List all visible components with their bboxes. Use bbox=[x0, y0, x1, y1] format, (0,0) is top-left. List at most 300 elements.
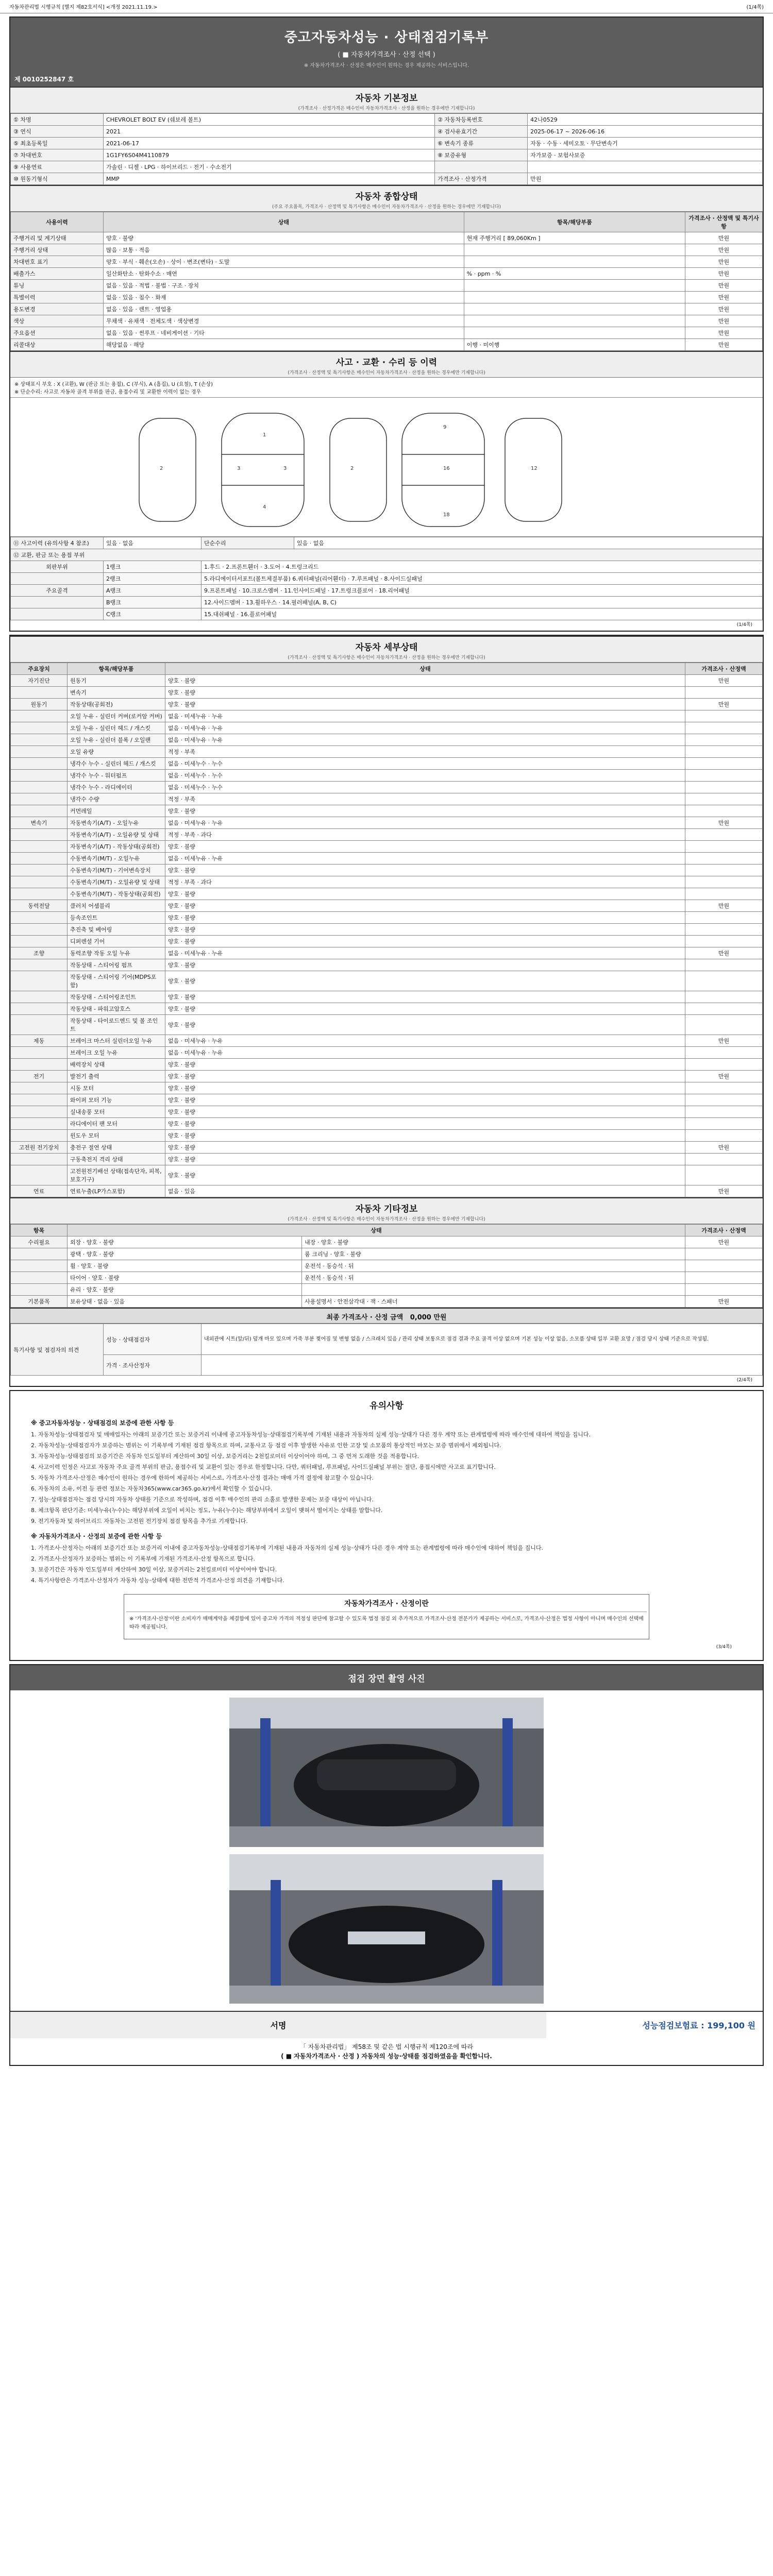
table-row bbox=[11, 1071, 763, 1082]
notice-item: 2. 가격조사·산정자가 보증하는 범위는 이 기록부에 기재된 가격조사·산정 항목으로 합니다. bbox=[31, 1555, 255, 1562]
table-cell: 양호 · 불량 bbox=[165, 687, 685, 699]
table-cell bbox=[11, 1059, 68, 1071]
table-cell: 5.라디에이터서포트(볼트체결부품) 6.쿼터패널(리어휀더) · 7.루프패널 · 8.사이드실패널 bbox=[201, 573, 763, 585]
notice-list-2 bbox=[31, 1544, 742, 1585]
table-row bbox=[11, 549, 763, 561]
table-cell bbox=[11, 1130, 68, 1142]
table-row bbox=[11, 1118, 763, 1130]
table-cell bbox=[11, 991, 68, 1003]
table-cell: 자동변속기(A/T) - 오일누유 bbox=[68, 817, 165, 829]
table-row bbox=[11, 561, 763, 573]
table-cell: 적정 · 부족 bbox=[165, 793, 685, 805]
table-cell: 등속조인트 bbox=[68, 912, 165, 924]
basic-info-header: 자동차 기본정보 (가격조사 · 산정가격은 매수인이 자동차가격조사 · 산정을 원하는 경우에만 기재합니다) bbox=[10, 87, 763, 113]
table-row bbox=[11, 149, 763, 161]
page-number: (1/4쪽) bbox=[746, 5, 764, 10]
table-row bbox=[11, 161, 763, 173]
table-cell bbox=[11, 722, 68, 734]
table-cell: 양호 · 불량 bbox=[165, 805, 685, 817]
table-cell: 만원 bbox=[685, 699, 763, 710]
table-cell bbox=[464, 292, 685, 303]
table-cell: ⑦ 차대번호 bbox=[11, 149, 104, 161]
table-cell: 만원 bbox=[685, 292, 763, 303]
table-cell: 운전석 · 동승석 · 뒤 bbox=[302, 1260, 685, 1272]
table-cell: 만원 bbox=[685, 339, 763, 351]
table-cell bbox=[302, 1284, 685, 1296]
document-note: ※ 자동차가격조사 · 산정은 매수인이 원하는 경우 제공하는 서비스입니다. bbox=[304, 63, 469, 69]
table-cell bbox=[685, 758, 763, 770]
table-cell: 없음 · 있음 bbox=[165, 1185, 685, 1197]
table-row bbox=[11, 1154, 763, 1165]
table-cell: 커먼레일 bbox=[68, 805, 165, 817]
table-cell bbox=[464, 315, 685, 327]
page-mark: (1/4쪽) bbox=[736, 622, 752, 628]
table-cell bbox=[11, 1260, 68, 1272]
table-cell: 양호 · 불량 bbox=[165, 675, 685, 687]
table-cell: 연료누출(LP가스포함) bbox=[68, 1185, 165, 1197]
table-cell: 만원 bbox=[685, 327, 763, 339]
table-cell: 없음 · 미세누유 · 누유 bbox=[165, 1035, 685, 1047]
table-cell: 작동상태 - 스티어링 기어(MDPS포함) bbox=[68, 971, 165, 991]
accident-legend: ※ 상태표시 부호 : X (교환), W (판금 또는 용접), C (부식), A (흠집), U (요철), T (손상) bbox=[14, 382, 213, 387]
car-diagram bbox=[10, 398, 763, 537]
table-cell: 변속기 bbox=[11, 817, 68, 829]
table-cell: 해당없음 · 해당 bbox=[104, 339, 464, 351]
car-diagram-svg bbox=[10, 398, 763, 537]
table-cell: 실내송풍 모터 bbox=[68, 1106, 165, 1118]
table-row bbox=[11, 817, 763, 829]
table-cell: 자가보증 · 보험사보증 bbox=[528, 149, 763, 161]
table-cell: 주행거리 상태 bbox=[11, 244, 104, 256]
table-cell bbox=[685, 722, 763, 734]
column-header: 항목/해당부품 bbox=[464, 212, 685, 232]
table-cell bbox=[685, 805, 763, 817]
table-cell: 없음 · 미세누유 · 누유 bbox=[165, 734, 685, 746]
table-cell: 전기 bbox=[11, 1071, 68, 1082]
table-cell: 외판부위 bbox=[11, 561, 104, 573]
table-cell: 수동변속기(M/T) - 기어변속장치 bbox=[68, 865, 165, 876]
table-cell: 이행 · 미이행 bbox=[464, 339, 685, 351]
table-cell bbox=[685, 782, 763, 793]
svg-text:1: 1 bbox=[263, 432, 266, 438]
table-row bbox=[11, 303, 763, 315]
table-cell: 자동 · 수동 · 세미오토 · 무단변속기 bbox=[528, 138, 763, 149]
table-cell bbox=[11, 758, 68, 770]
table-cell bbox=[685, 971, 763, 991]
svg-text:4: 4 bbox=[263, 504, 266, 510]
record-page-1 bbox=[9, 16, 764, 632]
notice-title: 유의사항 bbox=[369, 1401, 404, 1411]
column-header: 가격조사 · 산정액 bbox=[685, 1225, 763, 1236]
table-row bbox=[11, 327, 763, 339]
table-cell: 양호 · 불량 bbox=[165, 1059, 685, 1071]
table-cell bbox=[11, 1106, 68, 1118]
table-row bbox=[11, 991, 763, 1003]
table-cell: 디퍼렌셜 기어 bbox=[68, 936, 165, 947]
table-cell: 동력전달 bbox=[11, 900, 68, 912]
table-cell bbox=[685, 1154, 763, 1165]
accident-legend-2: ※ 단순수리: 사고로 자동차 골격 부위를 판금, 용접수리 및 교환한 이력이 없는 경우 bbox=[14, 389, 201, 395]
svg-text:16: 16 bbox=[443, 466, 450, 471]
table-cell: 만원 bbox=[685, 256, 763, 268]
table-cell bbox=[11, 829, 68, 841]
table-cell: 유리 · 양호 · 불량 bbox=[68, 1284, 302, 1296]
column-header: 주요장치 bbox=[11, 663, 68, 675]
car-side-right bbox=[330, 418, 386, 521]
table-cell bbox=[11, 959, 68, 971]
appraiser-opinion bbox=[201, 1355, 763, 1376]
notice-item: 3. 자동차성능·상태점검의 보증기간은 자동차 인도일부터 계산하여 30일 이상, 보증거리는 2천킬로미터 이상이어야 하며, 그 중 먼저 도래한 것을 적용합니다. bbox=[31, 1453, 419, 1460]
table-cell: 주요옵션 bbox=[11, 327, 104, 339]
table-row bbox=[11, 687, 763, 699]
table-cell: 수동변속기(M/T) - 오일누유 bbox=[68, 853, 165, 865]
table-cell: 타이어 · 양호 · 불량 bbox=[68, 1272, 302, 1284]
table-cell: 만원 bbox=[685, 1296, 763, 1308]
svg-text:3: 3 bbox=[283, 466, 287, 471]
notice-item: 3. 보증기간은 자동차 인도일부터 계산하여 30일 이상, 보증거리는 2천킬로미터 이상이어야 합니다. bbox=[31, 1566, 277, 1573]
table-cell bbox=[685, 959, 763, 971]
accident-header: 사고 · 교환 · 수리 등 이력 (가격조사 · 산정액 및 특기사항은 매수인이 자동차가격조사 · 산정을 원하는 경우에만 기재합니다) bbox=[10, 351, 763, 378]
table-row bbox=[11, 1142, 763, 1154]
table-cell: 발전기 출력 bbox=[68, 1071, 165, 1082]
page-mark-2: (2/4쪽) bbox=[736, 1378, 752, 1383]
table-row bbox=[11, 1248, 763, 1260]
table-row bbox=[11, 971, 763, 991]
table-cell: 추진축 및 베어링 bbox=[68, 924, 165, 936]
table-cell: 조향 bbox=[11, 947, 68, 959]
table-cell: ⑤ 최초등록일 bbox=[11, 138, 104, 149]
column-header: 가격조사 · 산정액 및 특기사항 bbox=[685, 212, 763, 232]
table-cell bbox=[11, 936, 68, 947]
table-cell bbox=[464, 280, 685, 292]
table-cell: 양호 · 불량 bbox=[165, 1165, 685, 1185]
table-cell: ② 자동차등록번호 bbox=[435, 114, 528, 126]
table-cell: 작동상태 - 파워고압호스 bbox=[68, 1003, 165, 1015]
table-cell: 양호 · 불량 bbox=[165, 1003, 685, 1015]
table-cell: 동력조향 작동 오일 누유 bbox=[68, 947, 165, 959]
table-cell: 구동축전지 격리 상태 bbox=[68, 1154, 165, 1165]
table-row bbox=[11, 126, 763, 138]
table-row bbox=[11, 585, 763, 597]
table-row bbox=[11, 710, 763, 722]
table-cell bbox=[11, 1248, 68, 1260]
column-header: 사용이력 bbox=[11, 212, 104, 232]
table-cell: 오일 누유 - 실린더 블록 / 오일팬 bbox=[68, 734, 165, 746]
table-cell: 사용설명서 · 안전삼각대 · 잭 · 스패너 bbox=[302, 1296, 685, 1308]
table-cell bbox=[11, 746, 68, 758]
table-cell: MMP bbox=[104, 173, 435, 185]
table-cell: 무채색 · 유채색 · 전체도색 · 색상변경 bbox=[104, 315, 464, 327]
table-cell: 없음 · 미세누수 · 누수 bbox=[165, 758, 685, 770]
table-row bbox=[11, 853, 763, 865]
table-cell bbox=[685, 1047, 763, 1059]
notice-item: 2. 자동차성능·상태점검자가 보증하는 범위는 이 기록부에 기재된 점검 항목으로 하며, 교통사고 등 점검 이후 발생한 사유로 인한 고장 및 소모품의 통상적인 마모는 보증 범위에서 제외됩니다. bbox=[31, 1442, 501, 1449]
table-cell bbox=[11, 1272, 68, 1284]
table-cell: 적정 · 부족 · 과다 bbox=[165, 829, 685, 841]
table-cell: 외장 · 양호 · 불량 bbox=[68, 1236, 302, 1248]
record-page-2 bbox=[9, 635, 764, 1387]
table-cell: 광택 · 양호 · 불량 bbox=[68, 1248, 302, 1260]
table-cell: 있음 · 없음 bbox=[104, 537, 201, 549]
table-cell bbox=[685, 912, 763, 924]
table-cell bbox=[11, 1154, 68, 1165]
table-cell bbox=[11, 853, 68, 865]
column-header: 상태 bbox=[165, 663, 685, 675]
table-cell: 적정 · 부족 · 과다 bbox=[165, 876, 685, 888]
table-cell bbox=[464, 303, 685, 315]
table-cell bbox=[685, 1272, 763, 1284]
table-cell: 리콜대상 bbox=[11, 339, 104, 351]
inspector-opinion: 내외관에 시트(앞/뒤) 덮개 마모 있으며 가죽 부분 찢어짐 및 변형 없음 / 스크래치 있음 / 관리 상태 보통으로 점검 결과 주요 골격 이상 없으며 기본 성능 이상 없음, 소모품 상태 일부 교환 요망 / 점검 당시 상태 기준으로 작성됨. bbox=[201, 1324, 763, 1355]
table-cell bbox=[11, 597, 104, 608]
table-cell: 만원 bbox=[685, 675, 763, 687]
table-cell: 양호 · 불량 bbox=[165, 841, 685, 853]
table-row bbox=[11, 1003, 763, 1015]
detail-header: 자동차 세부상태 (가격조사 · 산정액 및 특기사항은 매수인이 자동차가격조사 · 산정을 원하는 경우에만 기재합니다) bbox=[10, 636, 763, 663]
table-cell: 양호 · 불량 bbox=[165, 1118, 685, 1130]
notice-item: 8. 체크항목 판단기준: 미세누유(누수)는 해당부위에 오일이 비치는 정도, 누유(누수)는 해당부위에서 오일이 맺혀서 떨어지는 상태를 말합니다. bbox=[31, 1507, 383, 1514]
table-cell bbox=[685, 888, 763, 900]
table-row bbox=[11, 1059, 763, 1071]
notice-group-1: ※ 중고자동차성능 · 상태점검의 보증에 관한 사항 등 bbox=[31, 1419, 174, 1427]
table-cell: 배력장치 상태 bbox=[68, 1059, 165, 1071]
table-cell bbox=[11, 573, 104, 585]
svg-text:12: 12 bbox=[531, 466, 537, 471]
table-cell: ⑥ 변속기 종류 bbox=[435, 138, 528, 149]
table-cell: 일산화탄소 · 탄화수소 · 매연 bbox=[104, 268, 464, 280]
table-cell: 양호 · 부식 · 훼손(오손) · 상이 · 변조(변타) · 도말 bbox=[104, 256, 464, 268]
table-cell bbox=[685, 1165, 763, 1185]
table-cell: 현재 주행거리 [ 89,060Km ] bbox=[464, 232, 685, 244]
table-cell bbox=[685, 1094, 763, 1106]
table-cell: 수리필요 bbox=[11, 1236, 68, 1248]
table-row bbox=[11, 212, 763, 232]
table-cell bbox=[11, 912, 68, 924]
table-cell bbox=[11, 841, 68, 853]
footer: 「 자동차관리법」 제58조 및 같은 법 시행규칙 제120조에 따라 ( ■ 자동차가격조사 · 산정 ) 자동차의 성능·상태를 점검하였음을 확인합니다. bbox=[281, 2043, 492, 2060]
table-cell bbox=[11, 876, 68, 888]
final-label: 특기사항 및 점검자의 의견 bbox=[11, 1324, 104, 1376]
column-header: 상태 bbox=[68, 1225, 685, 1236]
table-cell: ④ 검사유효기간 bbox=[435, 126, 528, 138]
table-cell bbox=[685, 924, 763, 936]
inspection-photo-1 bbox=[229, 1698, 544, 1847]
table-cell: 있음 · 없음 bbox=[294, 537, 763, 549]
notice-page bbox=[9, 1390, 764, 1661]
table-row bbox=[11, 1185, 763, 1197]
table-cell: 없음 · 미세누유 · 누유 bbox=[165, 1047, 685, 1059]
table-cell: 내장 · 양호 · 불량 bbox=[302, 1236, 685, 1248]
table-cell: 특별이력 bbox=[11, 292, 104, 303]
table-row bbox=[11, 924, 763, 936]
sign-label: 서명 bbox=[10, 2012, 546, 2038]
table-row bbox=[11, 1035, 763, 1047]
table-row bbox=[11, 1225, 763, 1236]
appraiser-label: 가격 · 조사산정자 bbox=[104, 1355, 201, 1376]
svg-text:18: 18 bbox=[443, 512, 450, 518]
table-cell: % · ppm · % bbox=[464, 268, 685, 280]
table-cell: 양호 · 불량 bbox=[165, 936, 685, 947]
table-row bbox=[11, 608, 763, 620]
table-cell bbox=[685, 734, 763, 746]
table-cell: 만원 bbox=[685, 303, 763, 315]
table-row bbox=[11, 1130, 763, 1142]
photo-title: 점검 장면 촬영 사진 bbox=[10, 1665, 763, 1690]
table-cell bbox=[464, 327, 685, 339]
table-cell bbox=[11, 770, 68, 782]
table-row bbox=[11, 1272, 763, 1284]
table-row bbox=[11, 1260, 763, 1272]
table-cell: 양호 · 불량 bbox=[165, 959, 685, 971]
photo-page bbox=[9, 1664, 764, 2066]
table-cell: 양호 · 불량 bbox=[165, 912, 685, 924]
table-cell: 수동변속기(M/T) - 작동상태(공회전) bbox=[68, 888, 165, 900]
table-cell bbox=[11, 924, 68, 936]
notice-item: 1. 가격조사·산정자는 아래의 보증기간 또는 보증거리 이내에 중고자동차성능·상태점검기록부에 기재된 내용과 자동차의 실제 성능·상태가 다른 경우 계약 또는 관계법령에 따라 매수인에 대하여 책임을 집니다. bbox=[31, 1545, 543, 1551]
table-cell: C랭크 bbox=[104, 608, 201, 620]
table-cell bbox=[685, 793, 763, 805]
table-cell bbox=[11, 710, 68, 722]
table-row bbox=[11, 1106, 763, 1118]
svg-text:9: 9 bbox=[443, 425, 447, 430]
table-cell: ⑩ 원동기형식 bbox=[11, 173, 104, 185]
detail-status-table bbox=[10, 663, 763, 1197]
table-row bbox=[11, 1094, 763, 1106]
table-cell: 없음 · 미세누수 · 누수 bbox=[165, 770, 685, 782]
table-cell: 없음 · 있음 · 침수 · 화재 bbox=[104, 292, 464, 303]
table-row bbox=[11, 758, 763, 770]
table-cell bbox=[11, 805, 68, 817]
table-cell: 색상 bbox=[11, 315, 104, 327]
table-row bbox=[11, 959, 763, 971]
table-cell: 없음 · 있음 · 적법 · 불법 · 구조 · 장치 bbox=[104, 280, 464, 292]
table-cell bbox=[11, 1094, 68, 1106]
car-photo-2-icon bbox=[229, 1854, 544, 2004]
table-row bbox=[11, 244, 763, 256]
table-cell: 양호 · 불량 bbox=[165, 1071, 685, 1082]
table-cell: 보유상태 · 없음 · 있음 bbox=[68, 1296, 302, 1308]
table-row bbox=[11, 315, 763, 327]
form-reference: 자동차관리법 시행규칙 [별지 제82호서식] <개정 2021.11.19.> bbox=[9, 5, 158, 10]
car-photo-1-icon bbox=[229, 1698, 544, 1847]
table-cell: 수동변속기(M/T) - 오일유량 및 상태 bbox=[68, 876, 165, 888]
top-bar bbox=[0, 0, 773, 13]
table-cell: 없음 · 미세누유 · 누유 bbox=[165, 817, 685, 829]
table-cell: 양호 · 불량 bbox=[165, 1082, 685, 1094]
table-row bbox=[11, 734, 763, 746]
table-cell bbox=[685, 876, 763, 888]
table-row bbox=[11, 841, 763, 853]
appraisal-definition-box: 자동차가격조사 · 산정이란 ※ '가격조사·산정'이란 소비자가 매매계약을 체결함에 있어 중고차 가격의 적정성 판단에 참고할 수 있도록 법정 점검 외 추가적으로 가격조사·산정 전문가가 제공하는 서비스로, 가격조사·산정은 법정 사항이 아니며 매수인의 선택에 따라 제공됩니다. bbox=[124, 1594, 649, 1639]
table-cell: A랭크 bbox=[104, 585, 201, 597]
table-cell: 브레이크 오일 누유 bbox=[68, 1047, 165, 1059]
table-cell: 만원 bbox=[685, 232, 763, 244]
table-cell bbox=[685, 991, 763, 1003]
table-cell: 주요골격 bbox=[11, 585, 104, 597]
table-cell: 없음 · 미세누유 · 누유 bbox=[165, 853, 685, 865]
table-cell: 2랭크 bbox=[104, 573, 201, 585]
table-row bbox=[11, 1082, 763, 1094]
table-cell bbox=[685, 1118, 763, 1130]
table-cell: 자동변속기(A/T) - 오일유량 및 상태 bbox=[68, 829, 165, 841]
table-cell: 양호 · 불량 bbox=[165, 1094, 685, 1106]
table-row bbox=[11, 947, 763, 959]
table-cell: 룸 크리닝 · 양호 · 불량 bbox=[302, 1248, 685, 1260]
table-cell bbox=[464, 256, 685, 268]
notice-item: 6. 자동차의 소유, 이전 등 관련 정보는 자동차365(www.car365.go.kr)에서 확인할 수 있습니다. bbox=[31, 1485, 273, 1492]
table-cell: 냉각수 수량 bbox=[68, 793, 165, 805]
table-cell: 양호 · 불량 bbox=[165, 991, 685, 1003]
table-cell: 차대번호 표기 bbox=[11, 256, 104, 268]
table-row bbox=[11, 268, 763, 280]
table-cell: 단순수리 bbox=[201, 537, 294, 549]
table-cell: 작동상태 - 스티어링조인트 bbox=[68, 991, 165, 1003]
svg-text:2: 2 bbox=[160, 466, 163, 471]
table-cell bbox=[11, 1165, 68, 1185]
table-cell: 양호 · 불량 bbox=[165, 1142, 685, 1154]
table-cell: 오일 유량 bbox=[68, 746, 165, 758]
inspector-label: 성능 · 상태점검자 bbox=[104, 1324, 201, 1355]
table-cell: 2021 bbox=[104, 126, 435, 138]
notice-item: 9. 전기자동차 및 하이브리드 자동차는 고전원 전기장치 점검 항목을 추가로 기재합니다. bbox=[31, 1518, 248, 1524]
table-cell bbox=[11, 687, 68, 699]
table-cell bbox=[685, 865, 763, 876]
table-cell: 배출가스 bbox=[11, 268, 104, 280]
table-cell: 양호 · 불량 bbox=[165, 865, 685, 876]
table-cell bbox=[685, 1003, 763, 1015]
inspection-photo-2 bbox=[229, 1854, 544, 2004]
table-cell: 1.후드 · 2.프론트휀더 · 3.도어 · 4.트렁크리드 bbox=[201, 561, 763, 573]
table-cell bbox=[685, 770, 763, 782]
table-cell: 가격조사 · 산정가격 bbox=[435, 173, 528, 185]
table-cell: 만원 bbox=[685, 817, 763, 829]
table-row bbox=[11, 1165, 763, 1185]
table-row bbox=[11, 888, 763, 900]
table-cell bbox=[11, 865, 68, 876]
column-header: 상태 bbox=[104, 212, 464, 232]
table-row bbox=[11, 114, 763, 126]
table-cell bbox=[11, 793, 68, 805]
table-cell bbox=[685, 841, 763, 853]
table-cell: 만원 bbox=[685, 1071, 763, 1082]
table-cell: 양호 · 불량 bbox=[165, 924, 685, 936]
table-row bbox=[11, 746, 763, 758]
table-row bbox=[11, 770, 763, 782]
table-cell bbox=[685, 1248, 763, 1260]
table-row bbox=[11, 573, 763, 585]
table-cell: 적정 · 부족 bbox=[165, 746, 685, 758]
table-cell: ⑫ 교환, 판금 또는 용접 부위 bbox=[11, 549, 763, 561]
table-cell: 자기진단 bbox=[11, 675, 68, 687]
table-cell bbox=[685, 936, 763, 947]
table-cell: 양호 · 불량 bbox=[104, 232, 464, 244]
table-cell: ⑨ 사용연료 bbox=[11, 161, 104, 173]
table-cell: 만원 bbox=[685, 947, 763, 959]
table-cell bbox=[685, 1059, 763, 1071]
table-cell: 휠 · 양호 · 불량 bbox=[68, 1260, 302, 1272]
table-cell: 없음 · 미세누유 · 누유 bbox=[165, 710, 685, 722]
table-cell bbox=[685, 1130, 763, 1142]
overall-status-table bbox=[10, 212, 763, 351]
table-row bbox=[11, 675, 763, 687]
table-cell bbox=[11, 1047, 68, 1059]
table-cell bbox=[11, 1082, 68, 1094]
notice-item: 4. 특기사항란은 가격조사·산정자가 자동차 성능·상태에 대한 전반적 가격조사·산정 의견을 기재합니다. bbox=[31, 1577, 284, 1584]
table-cell bbox=[435, 161, 528, 173]
table-cell: 자동변속기(A/T) - 작동상태(공회전) bbox=[68, 841, 165, 853]
table-cell bbox=[11, 1284, 68, 1296]
table-cell: 오일 누유 - 실린더 헤드 / 개스킷 bbox=[68, 722, 165, 734]
